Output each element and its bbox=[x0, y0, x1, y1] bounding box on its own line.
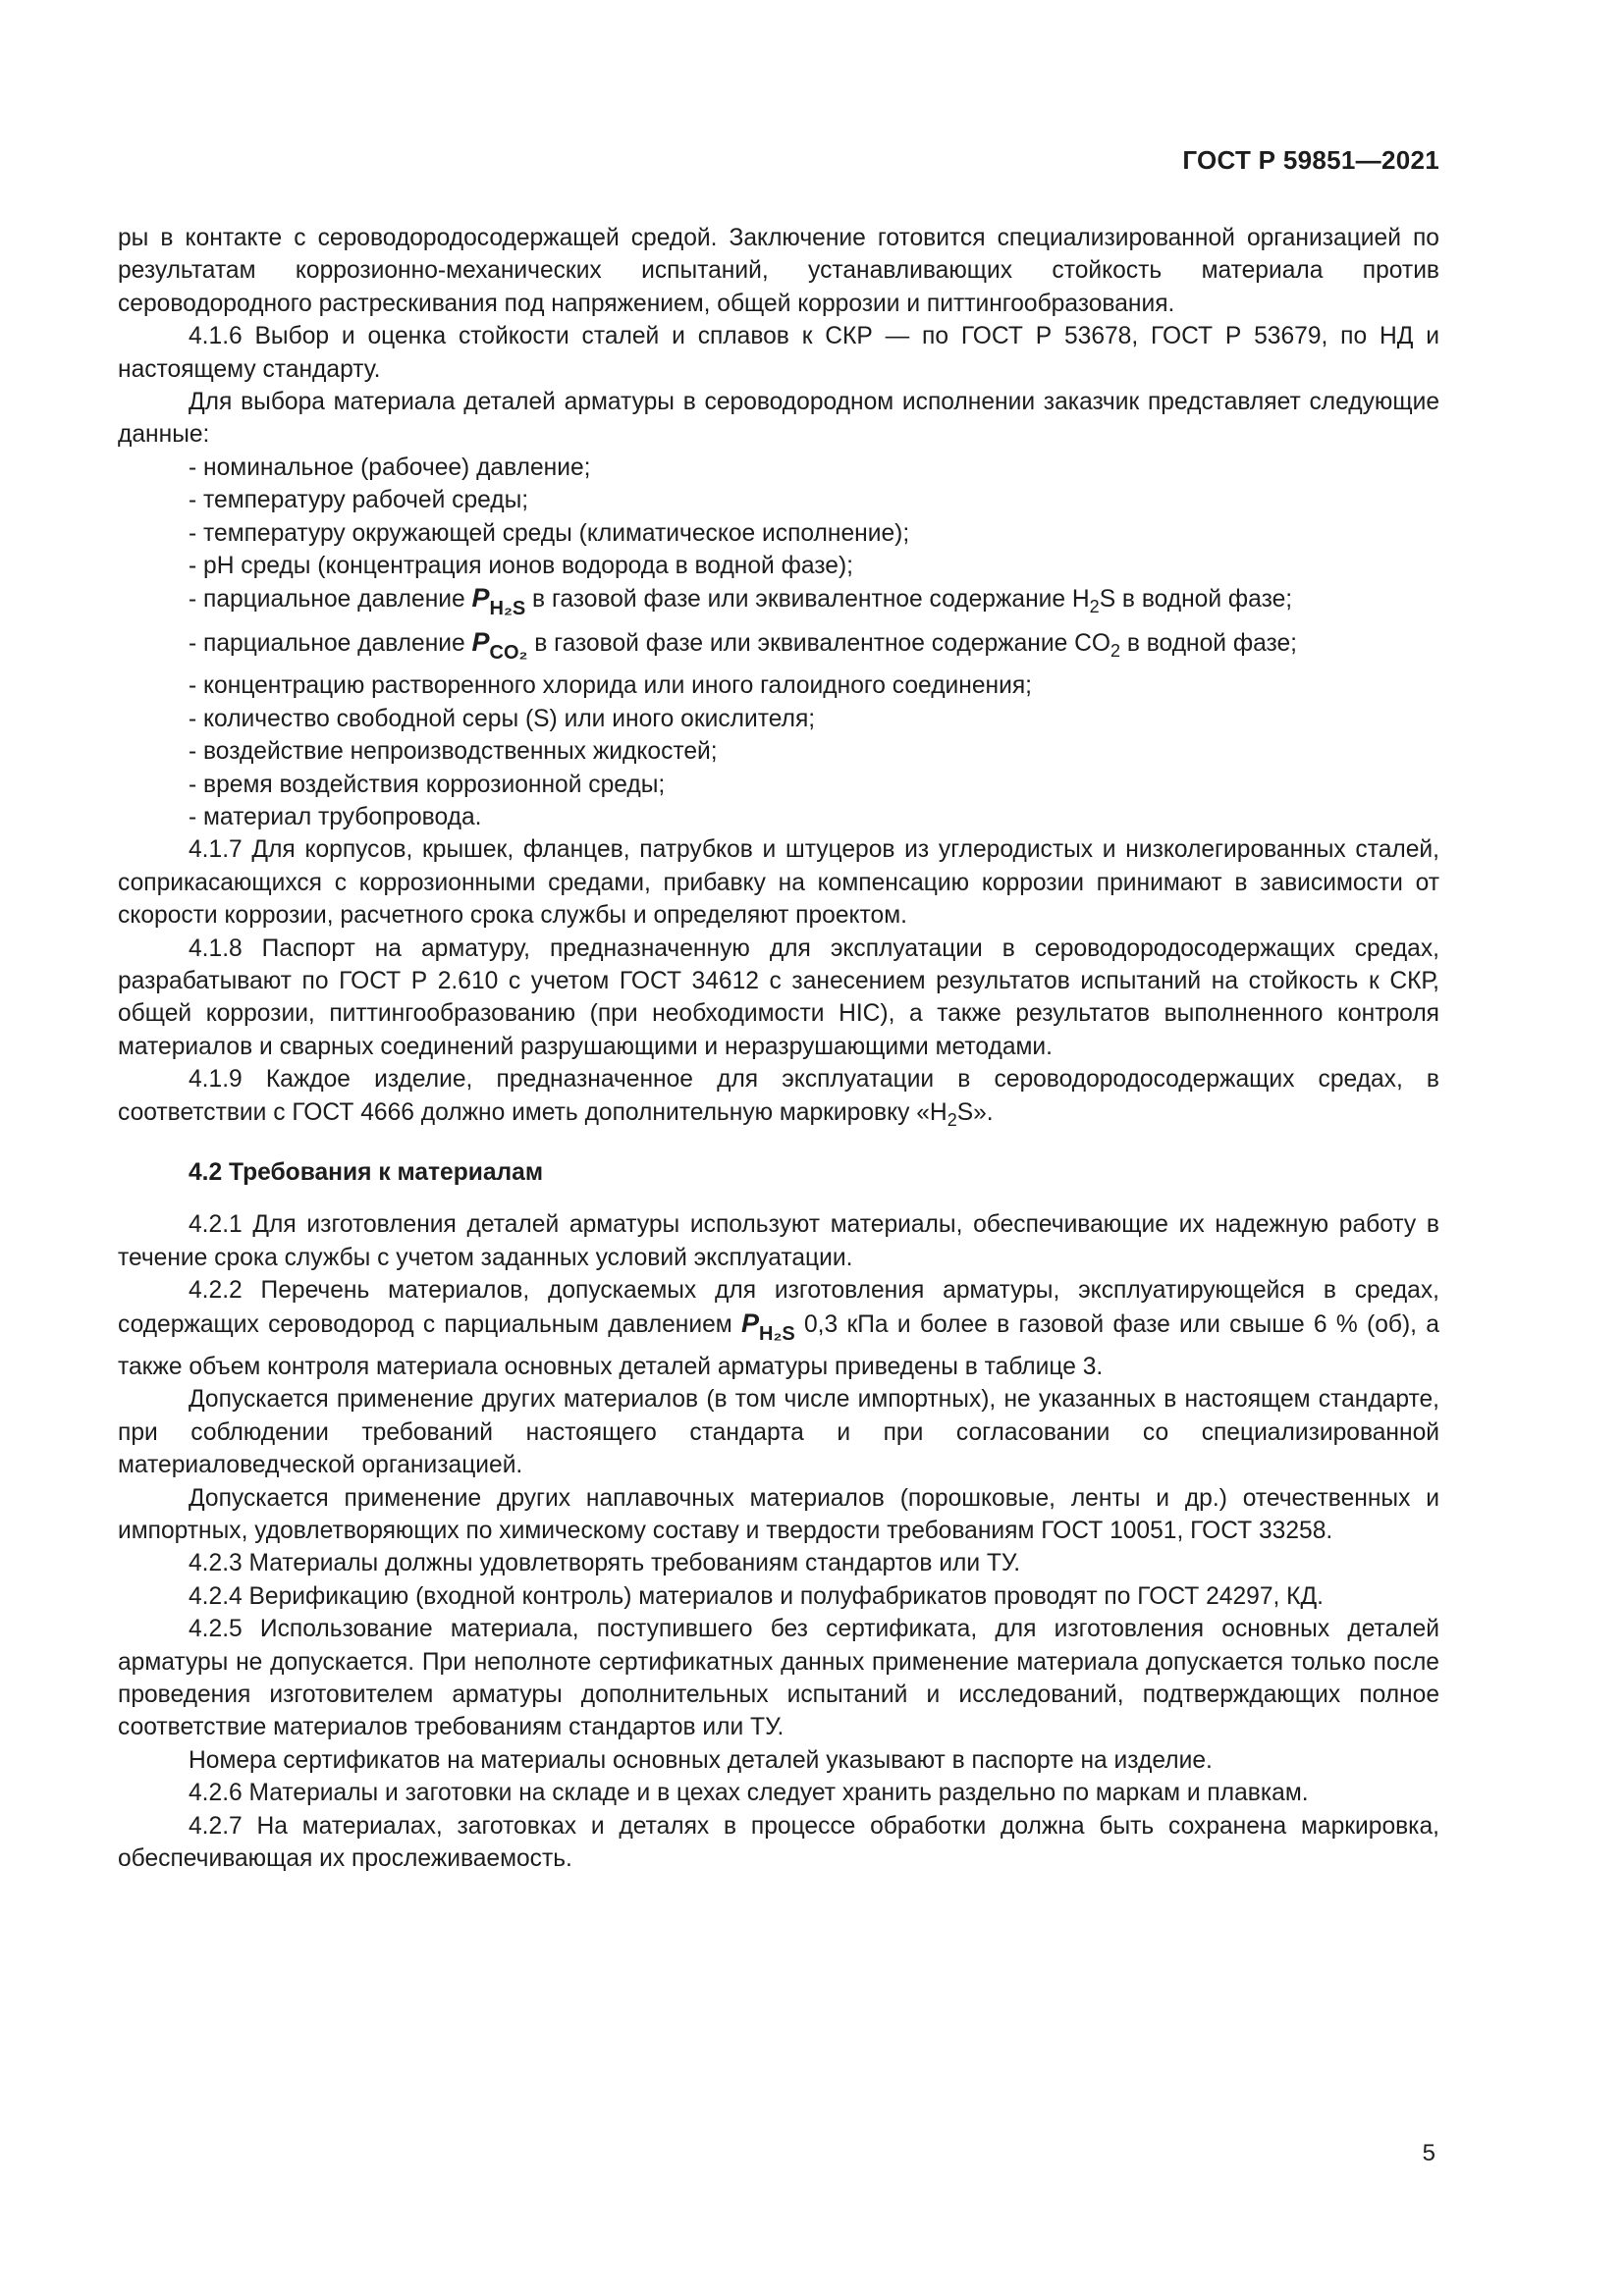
list-item-ph: - pH среды (концентрация ионов водорода в водной фазе); bbox=[189, 553, 853, 580]
paragraph-4-2-2: 4.2.2 Перечень материалов, допускаемых для изготовления арматуры, эксплуатирующейся в средах, содержащих сероводород с парциальным давлением $P_{H_2S}$ 0,3 кПа и более в газовой фазе или свыше 6 % (об), а также объем контроля материала основных деталей арматуры приведены в таблице 3. bbox=[118, 1277, 1439, 1380]
list-item-chloride: - концентрацию растворенного хлорида или иного галоидного соединения; bbox=[189, 672, 1033, 700]
list-item-exposure-time: - время воздействия коррозионной среды; bbox=[189, 771, 666, 798]
pressure-symbol: P bbox=[740, 1308, 759, 1338]
paragraph-other-materials: Допускается применение других материалов (в том числе импортных), не указанных в настоящем стандарте, при соблюдении требований настоящего стандарта и при согласовании со специализированной материаловедческой организацией. bbox=[118, 1386, 1439, 1479]
paragraph-4-1-6: 4.1.6 Выбор и оценка стойкости сталей и сплавов к СКР — по ГОСТ Р 53678, ГОСТ Р 53679, по НД и настоящему стандарту. bbox=[118, 323, 1439, 383]
paragraph-continuation: ры в контакте с сероводородосодержащей средой. Заключение готовится специализированной организацией по результатам коррозионно-механических испытаний, устанавливающих стойкость материала против сероводородного растрескивания под напряжением, общей коррозии и питтингообразования. bbox=[118, 225, 1439, 317]
paragraph-4-2-6: 4.2.6 Материалы и заготовки на складе и в цехах следует хранить раздельно по маркам и плавкам. bbox=[189, 1780, 1309, 1807]
list-item-ambient-temperature: - температуру окружающей среды (климатическое исполнение); bbox=[189, 519, 910, 547]
paragraph-4-1-7: 4.1.7 Для корпусов, крышек, фланцев, патрубков и штуцеров из углеродистых и низколегированных сталей, соприкасающихся с коррозионными средами, прибавку на компенсацию коррозии принимают в зависимости от скорости коррозии, расчетного срока службы и определяют проектом. bbox=[118, 836, 1439, 930]
pressure-symbol-subscript: CO₂ bbox=[489, 641, 528, 664]
pressure-symbol: P bbox=[471, 626, 490, 657]
list-item-nominal-pressure: - номинальное (рабочее) давление; bbox=[189, 454, 591, 481]
page-number: 5 bbox=[1422, 2140, 1435, 2166]
list-item-sulfur: - количество свободной серы (S) или иного окислителя; bbox=[189, 705, 816, 732]
list-item-h2s-partial-pressure: - парциальное давление $P_{H_2S}$ в газовой фазе или эквивалентное содержание $H_2S$ в водной фазе; bbox=[189, 583, 1293, 620]
paragraph-4-2-4: 4.2.4 Верификацию (входной контроль) материалов и полуфабрикатов проводят по ГОСТ 24297, КД. bbox=[189, 1582, 1324, 1610]
list-item-working-temperature: - температуру рабочей среды; bbox=[189, 487, 529, 514]
paragraph-4-1-9: 4.1.9 Каждое изделие, предназначенное для эксплуатации в сероводородосодержащих средах, в соответствии с ГОСТ 4666 должно иметь дополнительную маркировку «$H_2S$». bbox=[118, 1066, 1439, 1130]
paragraph-4-2-7: 4.2.7 На материалах, заготовках и деталях в процессе обработки должна быть сохранена маркировка, обеспечивающая их прослеживаемость. bbox=[118, 1812, 1439, 1873]
list-item-pipeline-material: - материал трубопровода. bbox=[189, 803, 482, 830]
document-body bbox=[118, 222, 1439, 1876]
paragraph-4-2-5: 4.2.5 Использование материала, поступившего без сертификата, для изготовления основных деталей арматуры не допускается. При неполноте сертификатных данных применение материала допускается только после проведения изготовителем арматуры дополнительных испытаний и исследований, подтверждающих полное соответствие материалов требованиям стандартов или ТУ. bbox=[118, 1616, 1439, 1741]
paragraph-4-2-1: 4.2.1 Для изготовления деталей арматуры используют материалы, обеспечивающие их надежную работу в течение срока службы с учетом заданных условий эксплуатации. bbox=[118, 1211, 1439, 1271]
pressure-symbol: P bbox=[471, 583, 490, 614]
pressure-symbol-subscript: H₂S bbox=[489, 598, 526, 620]
section-title-4-2: 4.2 Требования к материалам bbox=[189, 1158, 544, 1186]
list-item-liquids: - воздействие непроизводственных жидкостей; bbox=[189, 738, 718, 766]
paragraph-data-intro: Для выбора материала деталей арматуры в сероводородном исполнении заказчик представляет следующие данные: bbox=[118, 389, 1439, 449]
list-item-co2-partial-pressure: - парциальное давление $P_{CO_2}$ в газовой фазе или эквивалентное содержание $CO_2$ в водной фазе; bbox=[189, 626, 1298, 664]
paragraph-surfacing-materials: Допускается применение других наплавочных материалов (порошковые, ленты и др.) отечественных и импортных, удовлетворяющих по химическому составу и твердости требованиям ГОСТ 10051, ГОСТ 33258. bbox=[118, 1484, 1439, 1545]
paragraph-4-2-3: 4.2.3 Материалы должны удовлетворять требованиям стандартов или ТУ. bbox=[189, 1550, 1021, 1577]
paragraph-4-1-8: 4.1.8 Паспорт на арматуру, предназначенную для эксплуатации в сероводородосодержащих средах, разрабатывают по ГОСТ Р 2.610 с учетом ГОСТ 34612 с занесением результатов испытаний на стойкость к СКР, общей коррозии, питтингообразованию (при необходимости HIC), а также результатов выполненного контроля материалов и сварных соединений разрушающими и неразрушающими методами. bbox=[118, 934, 1439, 1060]
document-code-header: ГОСТ Р 59851—2021 bbox=[1182, 145, 1439, 175]
paragraph-certificate-numbers: Номера сертификатов на материалы основных деталей указывают в паспорте на изделие. bbox=[189, 1746, 1213, 1774]
pressure-symbol-subscript: H₂S bbox=[759, 1322, 795, 1345]
